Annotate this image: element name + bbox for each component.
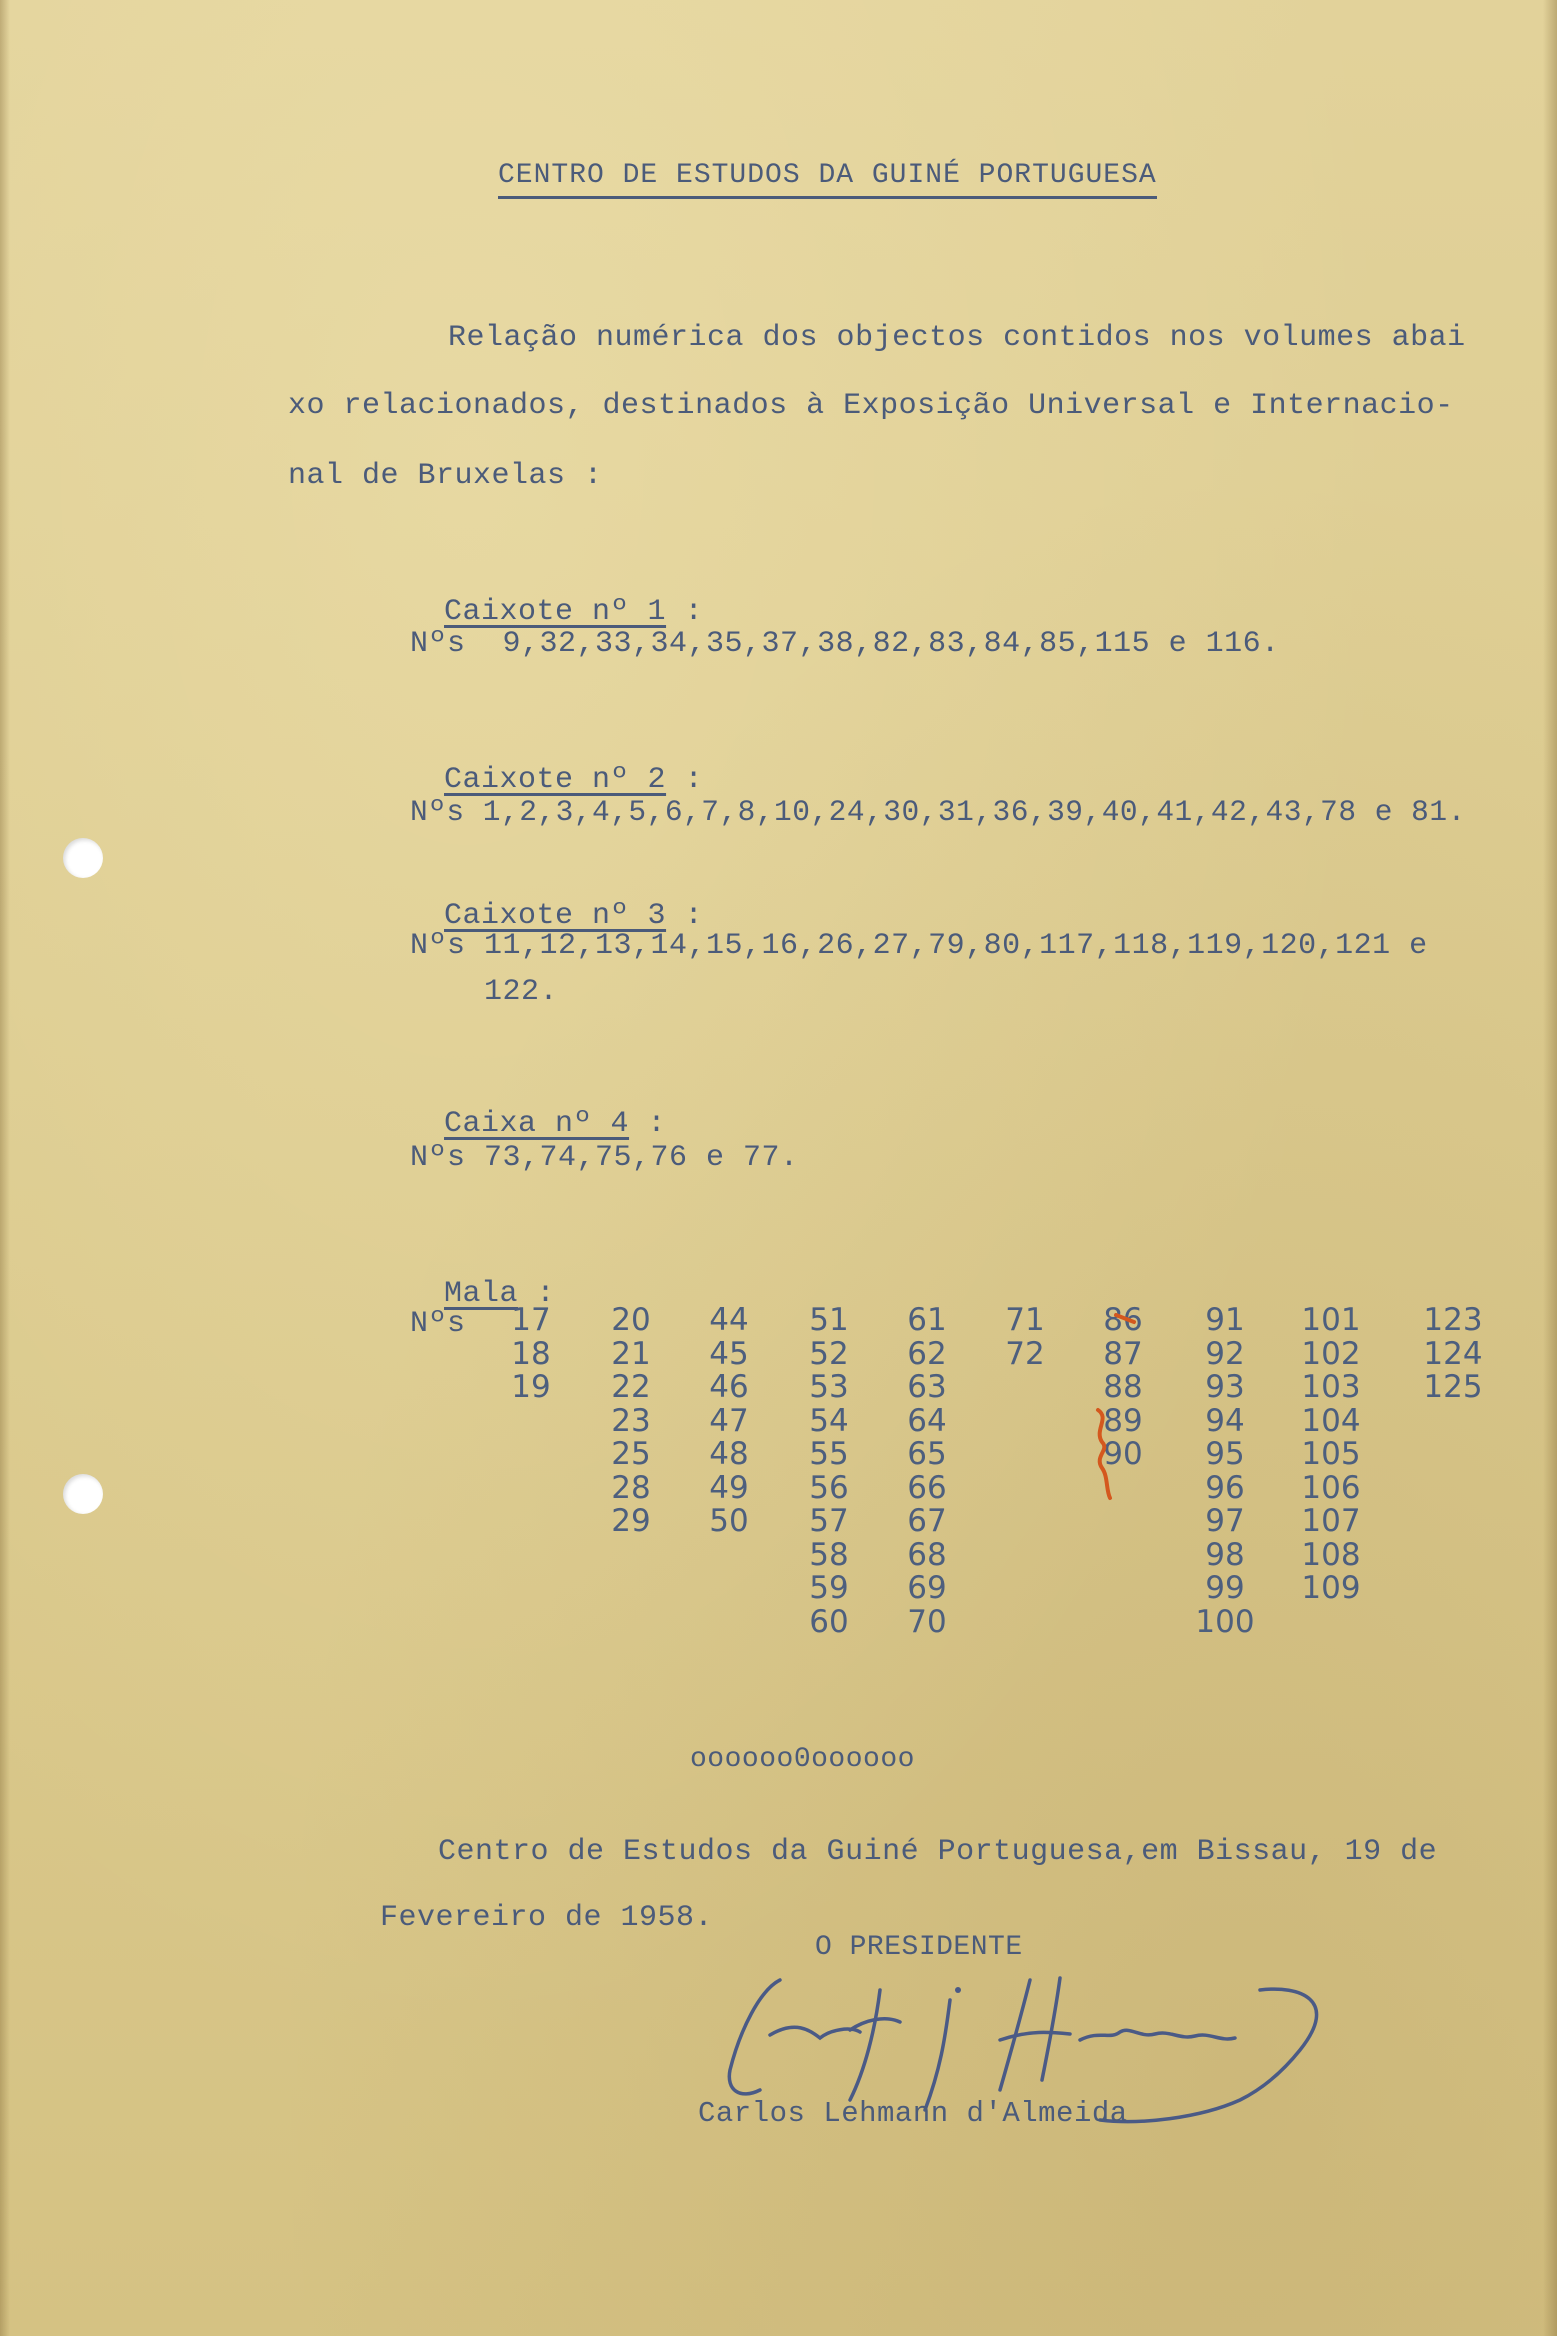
mala-number: 61 [907,1302,947,1338]
mala-number: 106 [1301,1469,1361,1506]
mala-number: 47 [709,1402,749,1439]
mala-number: 65 [907,1436,947,1472]
mala-number: 69 [907,1570,947,1606]
mala-number: 58 [809,1536,849,1573]
mala-number: 93 [1205,1369,1245,1405]
section-items-caixote-3-line-2: 122. [410,975,559,1009]
mala-number: 89 [1103,1402,1143,1439]
mala-number: 96 [1205,1469,1245,1506]
page-edge-right [1543,0,1557,2336]
mala-number: 21 [611,1335,651,1372]
signatory-title: O PRESIDENTE [815,1932,1023,1963]
section-items-caixa-4: Nºs 73,74,75,76 e 77. [410,1141,799,1175]
separator-line: oooooo0oooooo [690,1744,915,1775]
mala-number: 103 [1301,1369,1361,1405]
mala-number: 29 [611,1503,651,1539]
red-annotation-mark [1088,1310,1158,1510]
mala-column [1190,1304,1260,1639]
mala-number: 52 [809,1335,849,1372]
mala-number: 98 [1205,1536,1245,1573]
section-items-caixote-3-line-1: Nºs 11,12,13,14,15,16,26,27,79,80,117,118,119,120,121 e [410,929,1428,963]
mala-number: 70 [907,1603,947,1640]
mala-number: 104 [1301,1402,1361,1439]
document-heading: CENTRO DE ESTUDOS DA GUINÉ PORTUGUESA [498,158,1157,199]
closing-line-2: Fevereiro de 1958. [380,1901,714,1935]
mala-number: 64 [907,1402,947,1439]
mala-column [892,1304,962,1639]
section-label: Caixote nº 1 [444,595,667,629]
mala-column [1296,1304,1366,1606]
section-label: Caixa nº 4 [444,1107,630,1141]
mala-prefix: Nºs [410,1307,466,1341]
mala-number: 91 [1205,1302,1245,1338]
section-label: Caixote nº 3 [444,899,667,933]
section-label: Caixote nº 2 [444,763,667,797]
mala-column [990,1304,1060,1371]
mala-number: 53 [809,1369,849,1405]
mala-number: 99 [1205,1570,1245,1606]
mala-column [596,1304,666,1539]
mala-number: 71 [1005,1302,1045,1338]
mala-number: 102 [1301,1335,1361,1372]
mala-number: 100 [1195,1603,1255,1640]
section-separator: : [518,1277,556,1311]
mala-number: 124 [1423,1335,1483,1372]
mala-number: 72 [1005,1335,1045,1372]
intro-line-3: nal de Bruxelas : [288,459,603,493]
mala-number: 63 [907,1369,947,1405]
section-separator: : [666,595,704,629]
signatory-name: Carlos Lehmann d'Almeida [698,2097,1128,2130]
mala-number: 101 [1301,1302,1361,1338]
mala-number: 62 [907,1335,947,1372]
mala-number: 86 [1103,1302,1143,1338]
section-label: Mala [444,1277,519,1311]
mala-number: 105 [1301,1436,1361,1472]
mala-number: 28 [611,1469,651,1506]
mala-number: 19 [511,1369,551,1405]
section-separator: : [666,899,704,933]
intro-line-2: xo relacionados, destinados à Exposição Universal e Internacio- [288,389,1454,423]
mala-number: 108 [1301,1536,1361,1573]
mala-number: 49 [709,1469,749,1506]
mala-number: 44 [709,1302,749,1338]
punch-hole-top [63,838,103,878]
mala-number: 67 [907,1503,947,1539]
mala-number: 54 [809,1402,849,1439]
mala-number: 23 [611,1402,651,1439]
section-separator: : [666,763,704,797]
mala-number: 48 [709,1436,749,1472]
mala-number: 123 [1423,1302,1483,1338]
mala-number: 51 [809,1302,849,1338]
mala-column [694,1304,764,1539]
mala-number: 90 [1103,1436,1143,1472]
mala-number: 95 [1205,1436,1245,1472]
mala-number: 125 [1423,1369,1483,1405]
page-edge-left [0,0,10,2336]
mala-number: 59 [809,1570,849,1606]
mala-column [794,1304,864,1639]
mala-number: 66 [907,1469,947,1506]
mala-number: 97 [1205,1503,1245,1539]
mala-number: 94 [1205,1402,1245,1439]
mala-number: 25 [611,1436,651,1472]
mala-number: 109 [1301,1570,1361,1606]
mala-number: 68 [907,1536,947,1573]
mala-number: 46 [709,1369,749,1405]
mala-column [496,1304,566,1405]
mala-number: 92 [1205,1335,1245,1372]
mala-column [1418,1304,1488,1405]
mala-number: 18 [511,1335,551,1372]
section-items-caixote-2: Nºs 1,2,3,4,5,6,7,8,10,24,30,31,36,39,40,41,42,43,78 e 81. [410,795,1466,829]
mala-number: 20 [611,1302,651,1338]
mala-number: 56 [809,1469,849,1506]
mala-number: 22 [611,1369,651,1405]
mala-number: 17 [511,1302,551,1338]
mala-number: 50 [709,1503,749,1539]
mala-number: 60 [809,1603,849,1640]
intro-line-1: Relação numérica dos objectos contidos nos volumes abai [448,321,1466,355]
mala-number: 88 [1103,1369,1143,1405]
closing-line-1: Centro de Estudos da Guiné Portuguesa,em Bissau, 19 de [438,1835,1438,1869]
section-separator: : [629,1107,667,1141]
section-items-caixote-1: Nºs 9,32,33,34,35,37,38,82,83,84,85,115 e 116. [410,627,1280,661]
mala-number: 55 [809,1436,849,1472]
mala-number: 107 [1301,1503,1361,1539]
mala-number: 87 [1103,1335,1143,1372]
punch-hole-bottom [63,1474,103,1514]
mala-number: 57 [809,1503,849,1539]
mala-number: 45 [709,1335,749,1372]
